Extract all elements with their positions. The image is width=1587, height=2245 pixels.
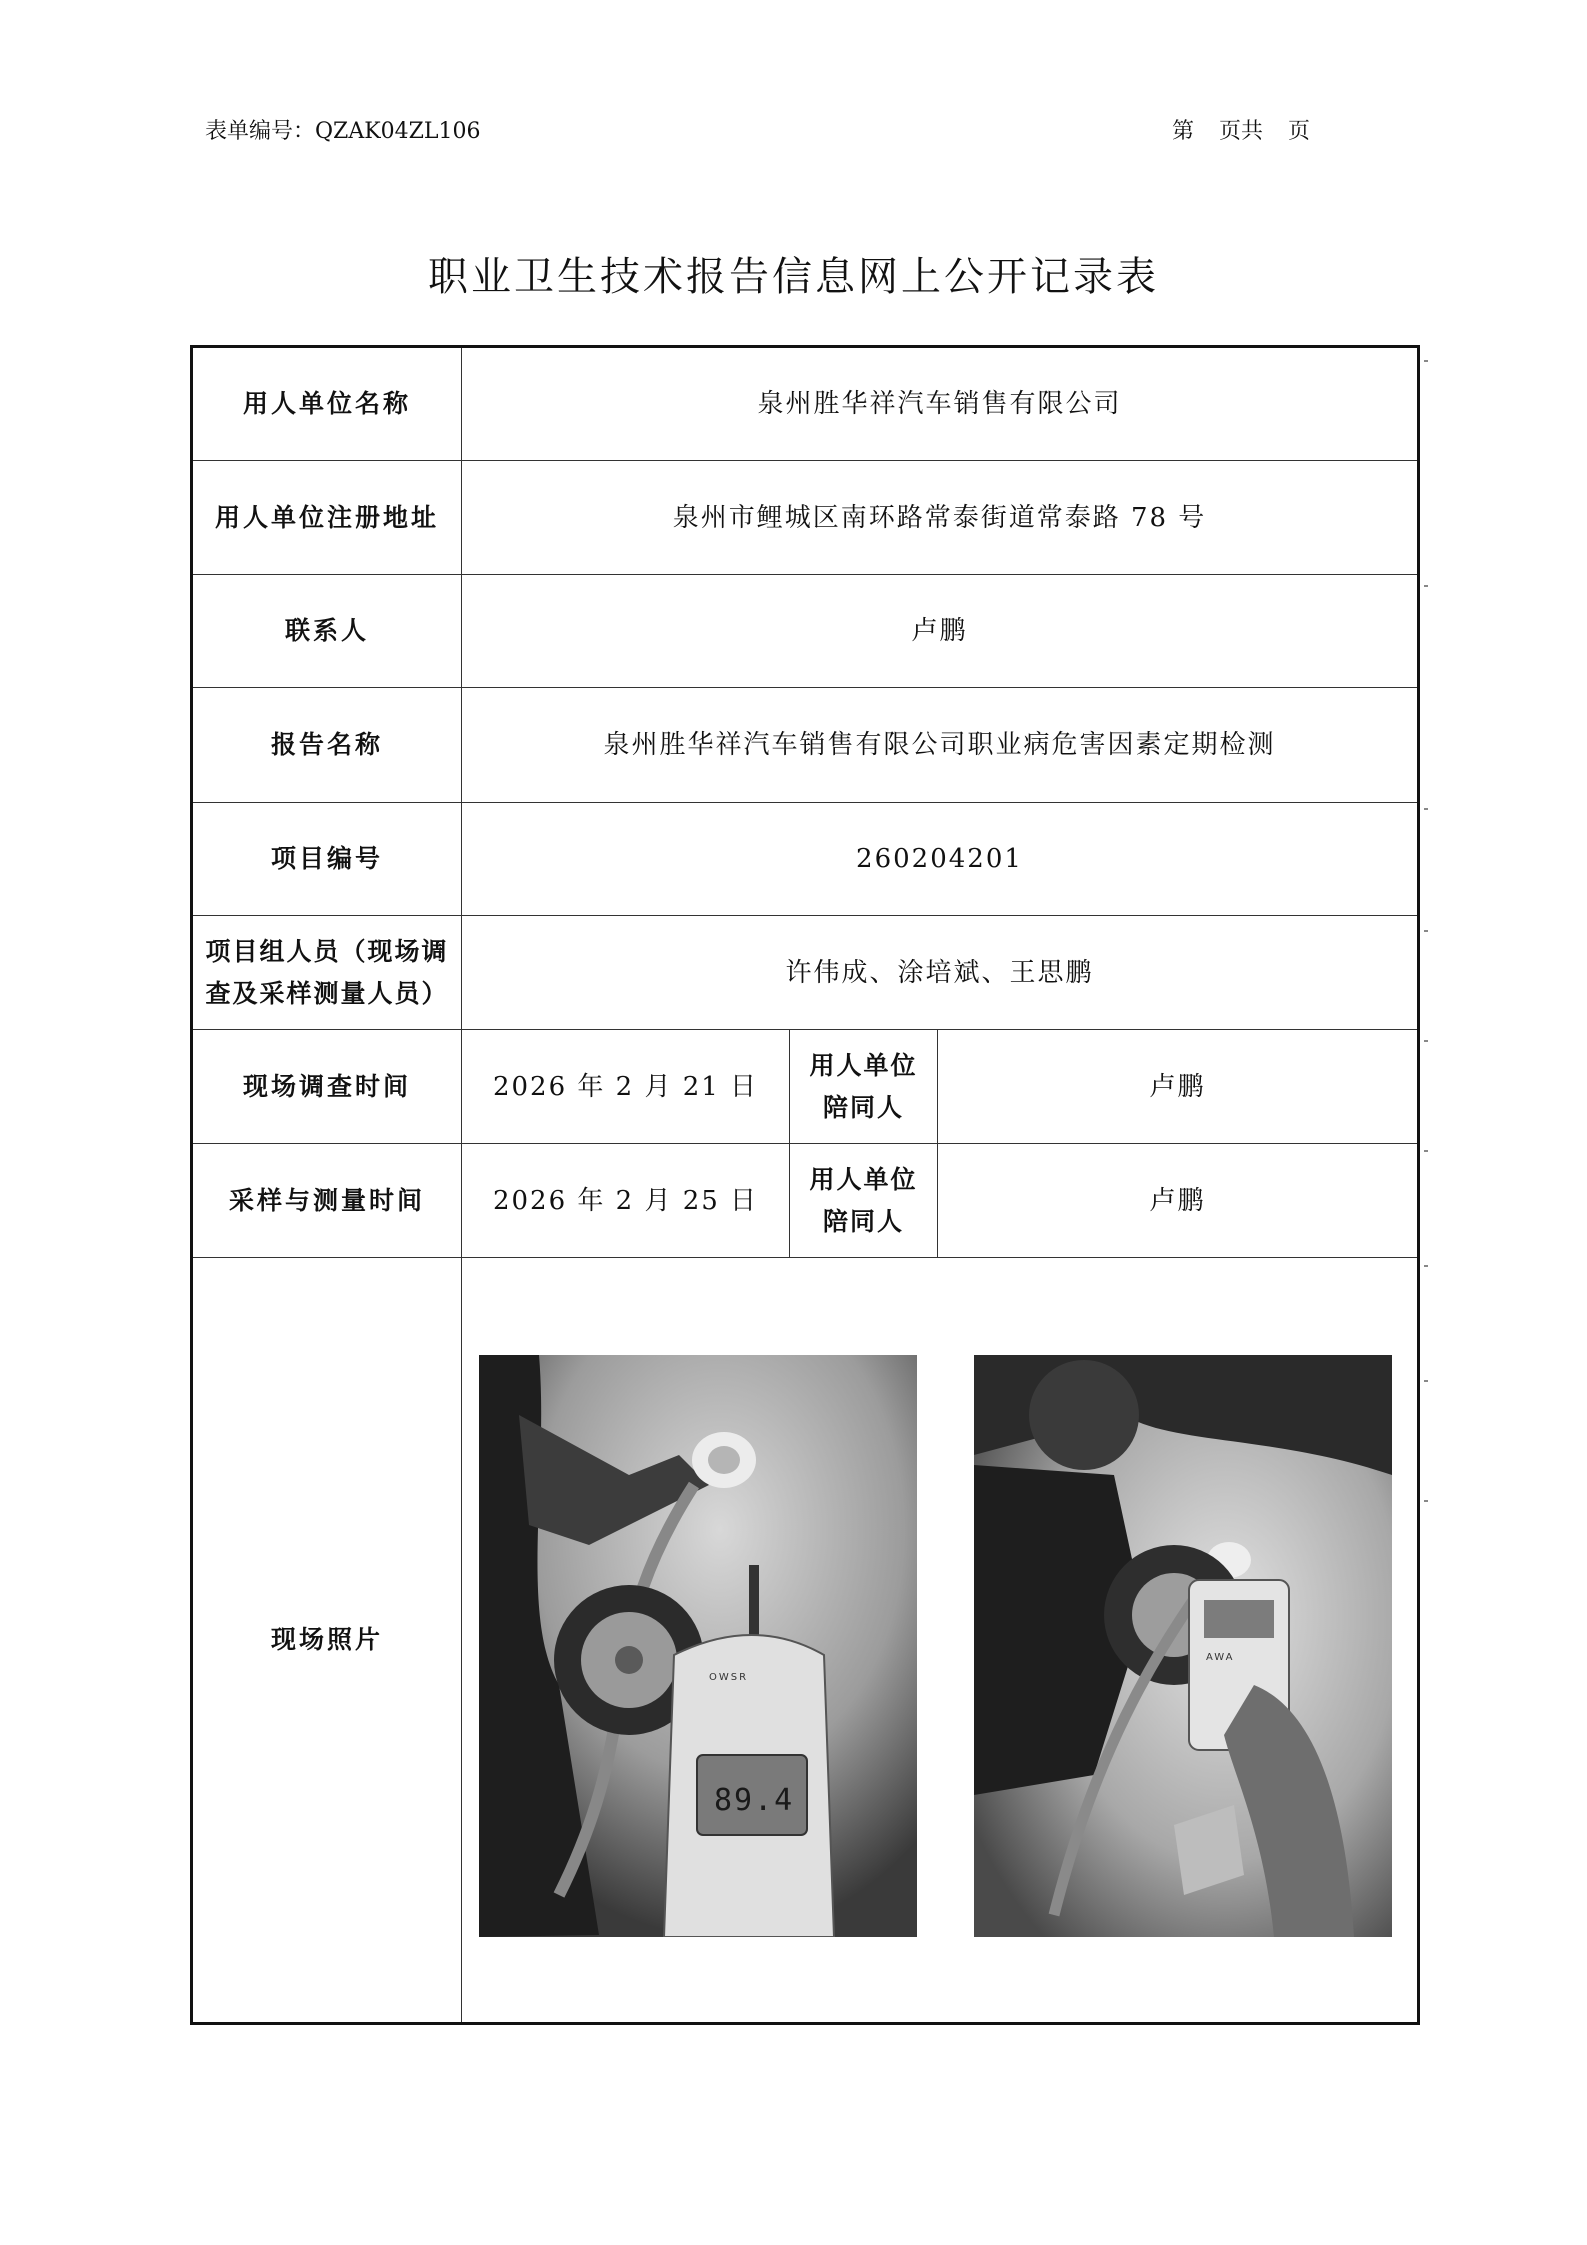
label-contact: 联系人	[193, 575, 462, 687]
label-survey-accompany	[790, 1030, 938, 1143]
form-number: 表单编号：QZAK04ZL106	[205, 119, 481, 144]
label-project-team-line1: 项目组人员（现场调	[205, 936, 449, 966]
row-report-name	[193, 688, 1417, 803]
row-project-team	[193, 916, 1417, 1030]
row-sampling-time	[193, 1144, 1417, 1258]
value-survey-date: 2026 年 2 月 21 日	[462, 1030, 790, 1143]
label-survey-accompany-line1: 用人单位	[809, 1050, 918, 1080]
label-sampling-accompany-line2: 陪同人	[822, 1206, 904, 1236]
label-project-number: 项目编号	[193, 803, 462, 915]
label-survey-time: 现场调查时间	[193, 1030, 462, 1143]
site-photo-1	[479, 1355, 917, 1937]
value-project-number: 260204201	[856, 844, 1023, 874]
value-project-team: 许伟成、涂培斌、王思鹏	[785, 957, 1094, 988]
label-sampling-time: 采样与测量时间	[193, 1144, 462, 1257]
meter-1-brand: OWSR	[709, 1672, 749, 1683]
meter-1-reading: 89.4	[714, 1783, 795, 1818]
label-project-team	[193, 916, 462, 1029]
value-sampling-date: 2026 年 2 月 25 日	[462, 1144, 790, 1257]
label-employer-name: 用人单位名称	[193, 348, 462, 460]
value-report-name: 泉州胜华祥汽车销售有限公司职业病危害因素定期检测	[603, 730, 1276, 760]
label-site-photos: 现场照片	[193, 1258, 462, 2022]
row-contact	[193, 575, 1417, 688]
record-form	[190, 345, 1420, 2025]
photos-area	[462, 1258, 1417, 2022]
value-employer-name: 泉州胜华祥汽车销售有限公司	[757, 389, 1122, 419]
row-project-number	[193, 803, 1417, 916]
row-registered-address	[193, 461, 1417, 575]
row-employer-name	[193, 348, 1417, 461]
label-report-name: 报告名称	[193, 688, 462, 802]
label-survey-accompany-line2: 陪同人	[822, 1092, 904, 1122]
photo-1-image	[479, 1355, 917, 1937]
label-sampling-accompany-line1: 用人单位	[809, 1164, 918, 1194]
value-contact: 卢鹏	[911, 616, 968, 646]
photo-2-image	[974, 1355, 1392, 1937]
meter-2-brand: AWA	[1206, 1652, 1235, 1663]
label-project-team-line2: 查及采样测量人员）	[205, 978, 449, 1008]
value-sampling-accompany: 卢鹏	[1149, 1185, 1206, 1216]
site-photo-2	[974, 1355, 1392, 1937]
label-registered-address: 用人单位注册地址	[193, 461, 462, 574]
value-survey-accompany: 卢鹏	[1149, 1071, 1206, 1102]
page-title: 职业卫生技术报告信息网上公开记录表	[428, 254, 1159, 300]
row-site-photos	[193, 1258, 1417, 2022]
page-indicator: 第 页共 页	[1172, 119, 1310, 144]
row-survey-time	[193, 1030, 1417, 1144]
value-registered-address: 泉州市鲤城区南环路常泰街道常泰路 78 号	[672, 502, 1207, 533]
label-sampling-accompany	[790, 1144, 938, 1257]
